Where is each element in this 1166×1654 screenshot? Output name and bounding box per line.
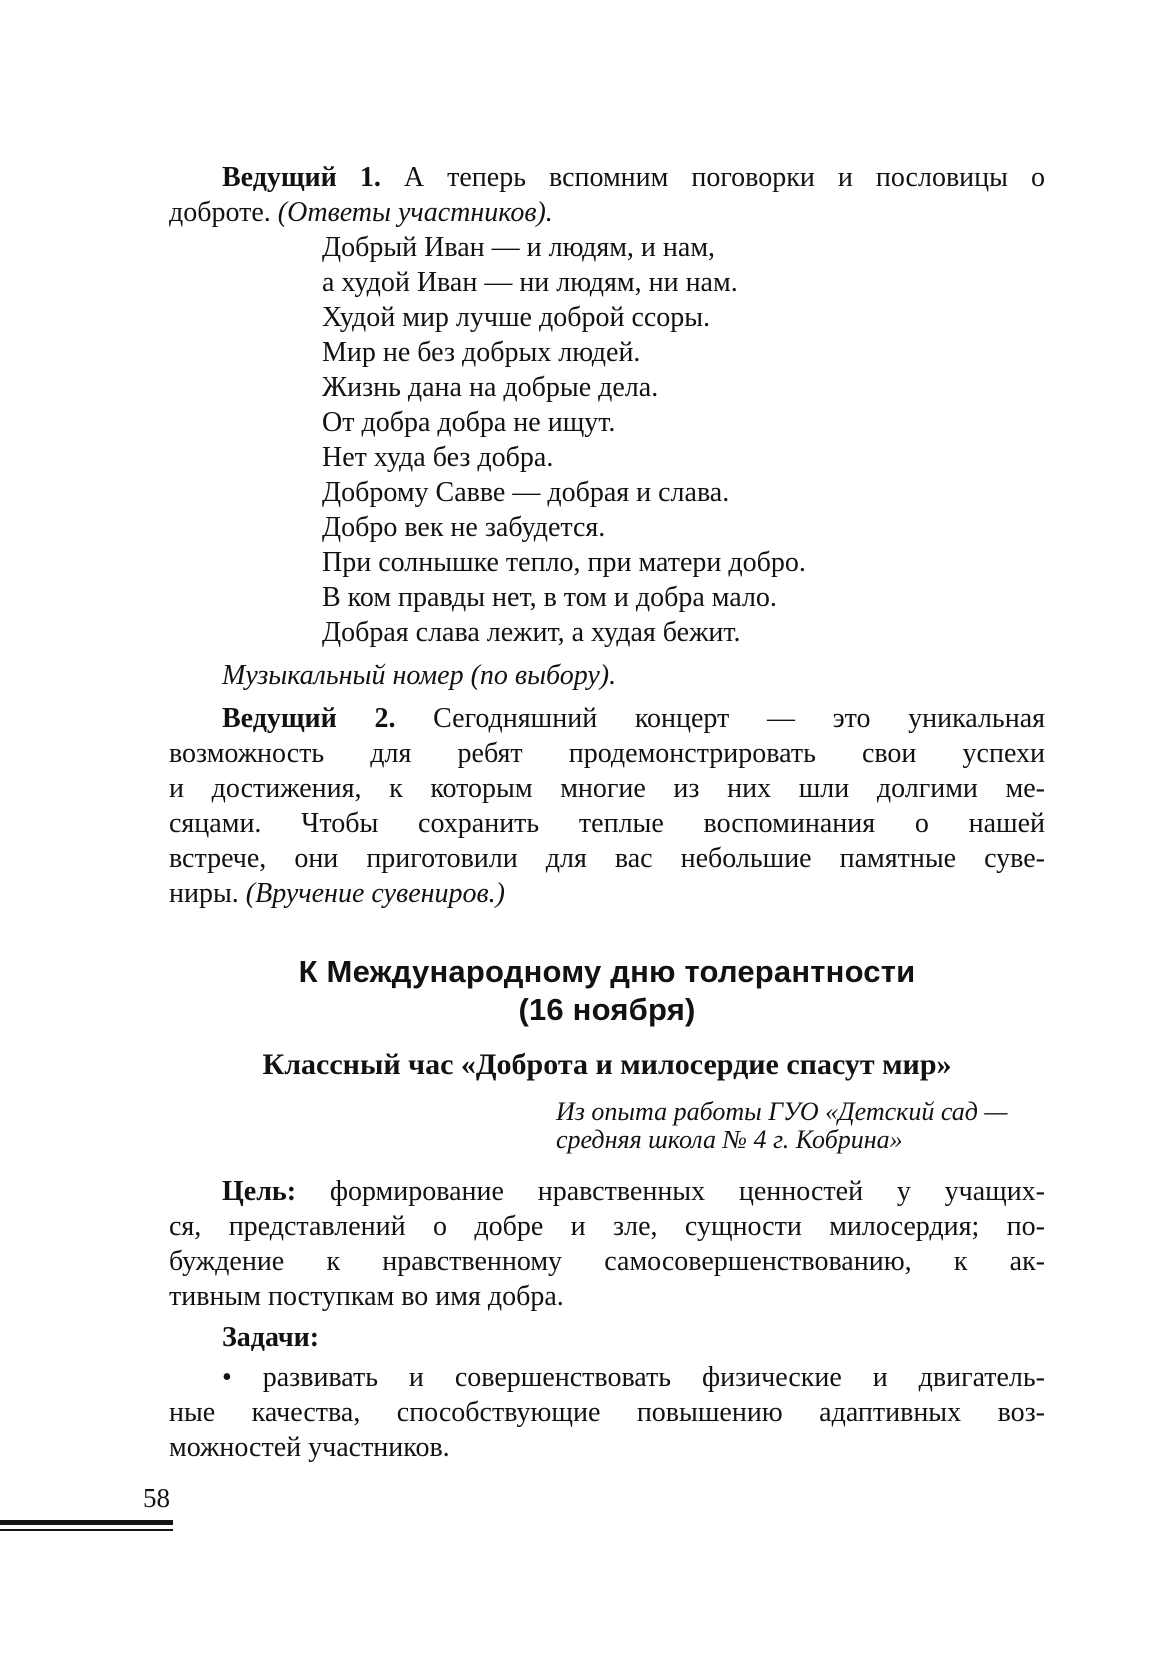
section-heading (169, 953, 1045, 1029)
proverb-line: Добро век не забудется. (322, 512, 606, 543)
text-run: сяцами. Чтобы сохранить теплые воспоминания о нашей (169, 808, 1045, 839)
source-attribution (556, 1098, 1045, 1154)
text-run: формирование нравственных ценностей у учащих- (296, 1176, 1045, 1207)
text-run: Ведущий 2. (222, 703, 396, 734)
text-line (169, 160, 1045, 195)
text-run: Музыкальный номер (по выбору). (222, 660, 617, 691)
proverb-line: От добра добра не ищут. (322, 407, 616, 438)
goal-paragraph (169, 1174, 1045, 1314)
text-run: и достижения, к которым многие из них шли долгими ме- (169, 773, 1045, 804)
text-run: Ведущий 1. (222, 162, 381, 193)
text-line (169, 806, 1045, 841)
text-line (169, 876, 1045, 911)
text-line (169, 658, 1045, 693)
text-run: Цель: (222, 1176, 297, 1207)
text-line (169, 1209, 1045, 1244)
proverb-line: Нет худа без добра. (322, 442, 554, 473)
text-line (169, 841, 1045, 876)
text-run: возможность для ребят продемонстрировать свои успехи (169, 738, 1045, 769)
text-line (169, 701, 1045, 736)
text-run: тивным поступкам во имя добра. (169, 1281, 564, 1312)
section-heading-line: (16 ноября) (518, 992, 696, 1027)
text-run: (Вручение сувениров.) (245, 878, 505, 909)
attribution-line: Из опыта работы ГУО «Детский сад — (556, 1097, 1008, 1126)
text-line (169, 736, 1045, 771)
text-line (169, 771, 1045, 806)
stage-direction (169, 658, 1045, 693)
proverb-line: Добрая слава лежит, а худая бежит. (322, 617, 741, 648)
text-line (169, 1395, 1045, 1430)
text-line (169, 1360, 1045, 1395)
text-line (169, 195, 1045, 230)
proverb-line: Мир не без добрых людей. (322, 337, 641, 368)
proverbs-list (322, 230, 1045, 650)
attribution-line: средняя школа № 4 г. Кобрина» (556, 1125, 903, 1154)
tasks-label (169, 1320, 1045, 1355)
text-run: Задачи: (222, 1322, 320, 1353)
host2-paragraph (169, 701, 1045, 911)
footer-rule-thin (0, 1529, 173, 1531)
text-line (169, 1244, 1045, 1279)
text-run: можностей участников. (169, 1432, 450, 1463)
text-run: • развивать и совершенствовать физические и двигатель- (222, 1362, 1045, 1393)
proverb-line: При солнышке тепло, при матери добро. (322, 547, 806, 578)
task-bullet (169, 1360, 1045, 1465)
proverb-line: В ком правды нет, в том и добра мало. (322, 582, 777, 613)
proverb-line: а худой Иван — ни людям, ни нам. (322, 267, 738, 298)
text-run: доброте. (169, 197, 278, 228)
text-line (169, 1320, 1045, 1355)
text-run: ниры. (169, 878, 246, 909)
text-column (169, 160, 1045, 1465)
text-line (169, 1430, 1045, 1465)
proverb-line: Худой мир лучше доброй ссоры. (322, 302, 711, 333)
page-number: 58 (143, 1483, 170, 1513)
proverb-line: Добрый Иван — и людям, и нам, (322, 232, 716, 263)
event-title: Классный час «Доброта и милосердие спасут мир» (262, 1048, 952, 1081)
text-run: (Ответы участников). (277, 197, 553, 228)
text-run: Сегодняшний концерт — это уникальная (395, 703, 1045, 734)
text-run: А теперь вспомним поговорки и пословицы о (380, 162, 1045, 193)
text-line (169, 1279, 1045, 1314)
text-run: буждение к нравственному самосовершенствованию, к ак- (169, 1246, 1045, 1277)
host1-paragraph (169, 160, 1045, 230)
text-run: ные качества, способствующие повышению адаптивных воз- (169, 1397, 1045, 1428)
text-run: ся, представлений о добре и зле, сущности милосердия; по- (169, 1211, 1045, 1242)
footer-rule-thick (0, 1520, 173, 1525)
proverb-line: Жизнь дана на добрые дела. (322, 372, 659, 403)
section-heading-line: К Международному дню толерантности (298, 954, 916, 989)
text-run: встрече, они приготовили для вас небольшие памятные суве- (169, 843, 1045, 874)
proverb-line: Доброму Савве — добрая и слава. (322, 477, 730, 508)
text-line (169, 1174, 1045, 1209)
